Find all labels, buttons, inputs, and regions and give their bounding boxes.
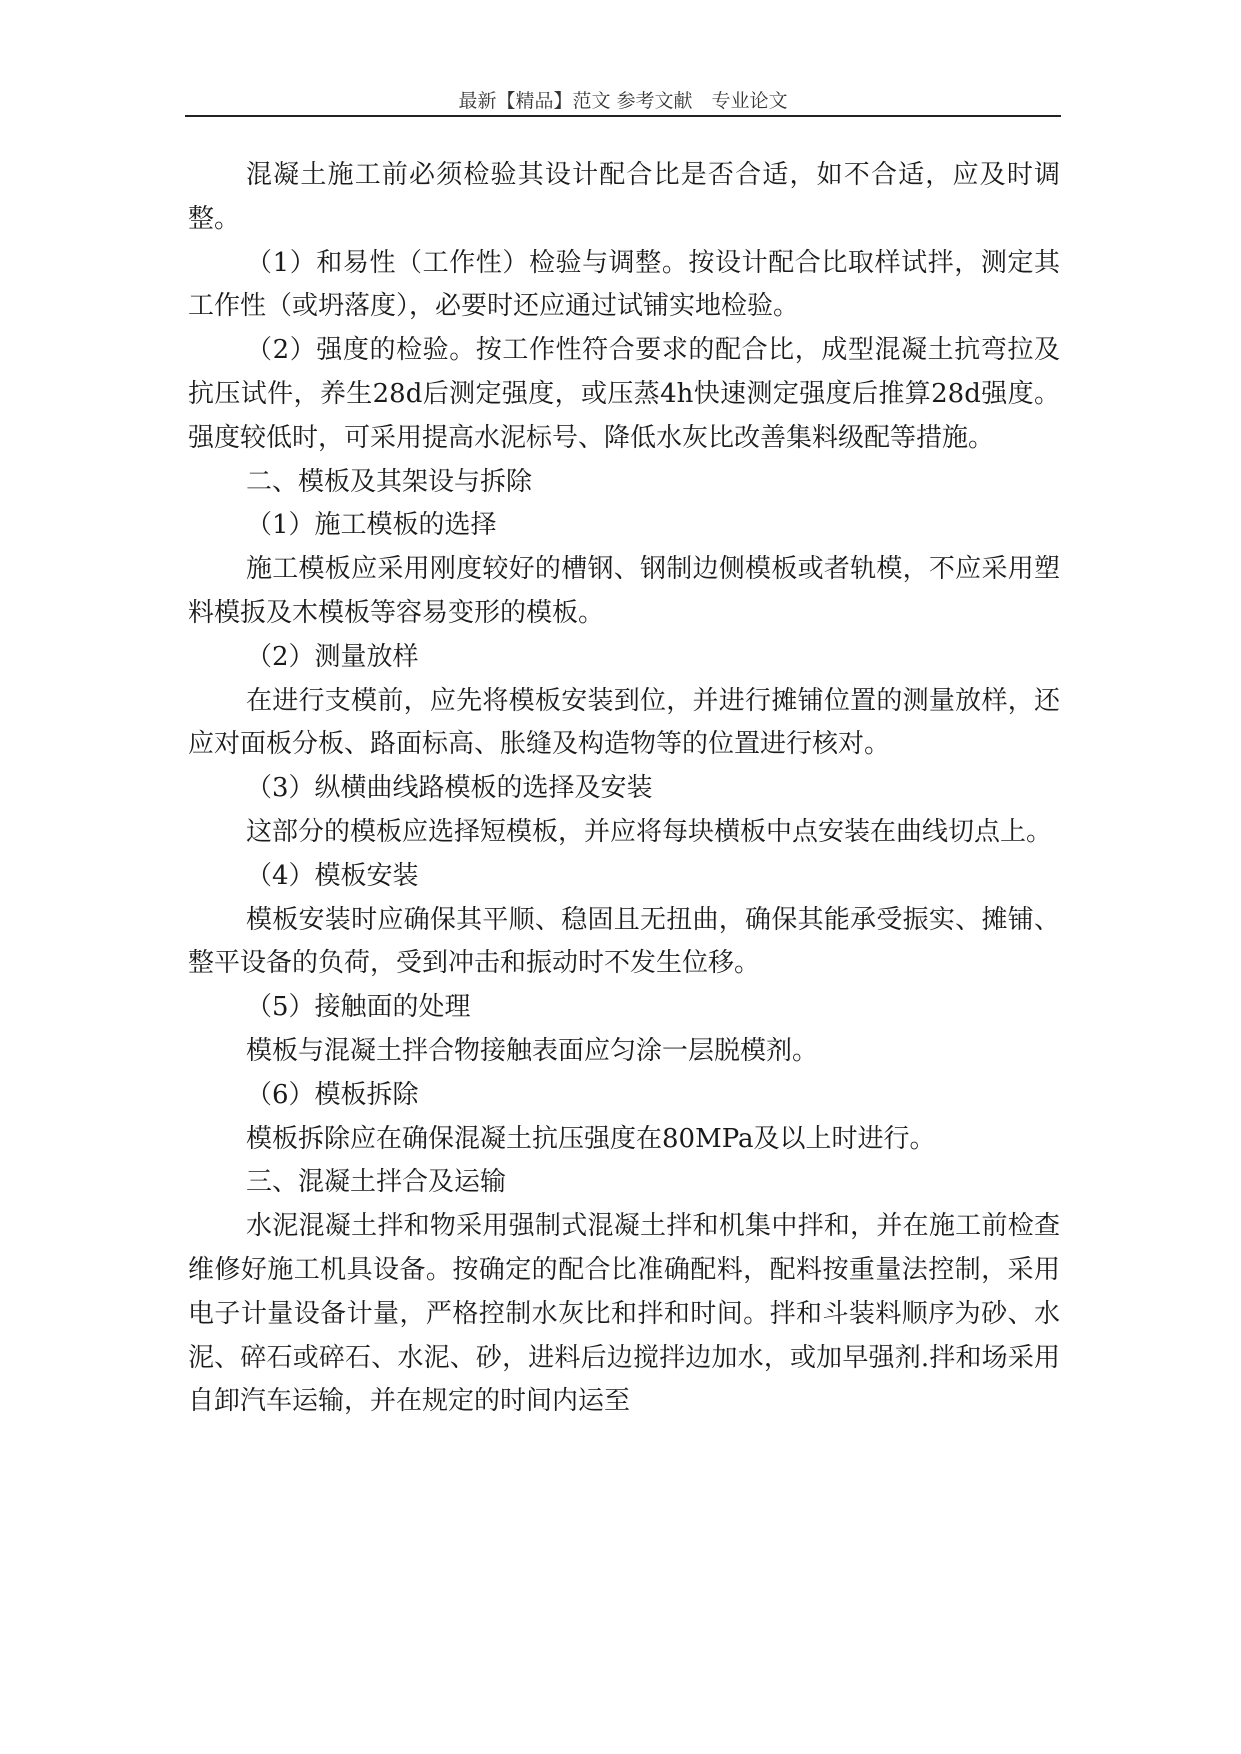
header-divider bbox=[185, 115, 1061, 117]
paragraph: 混凝土施工前必须检验其设计配合比是否合适，如不合适，应及时调整。 bbox=[188, 160, 1060, 234]
paragraph: （2）强度的检验。按工作性符合要求的配合比，成型混凝土抗弯拉及抗压试件，养生28d后测定强度，或压蒸4h快速测定强度后推算28d强度。强度较低时，可采用提高水泥标号、降低水灰比改善集料级配等措施。 bbox=[188, 335, 1060, 453]
paragraph: 水泥混凝土拌和物采用强制式混凝土拌和机集中拌和，并在施工前检查维修好施工机具设备。按确定的配合比准确配料，配料按重量法控制，采用电子计量设备计量，严格控制水灰比和拌和时间。拌和斗装料顺序为砂、水泥、碎石或碎石、水泥、砂，进料后边搅拌边加水，或加早强剂.拌和场采用自卸汽车运输，并在规定的时间内运至 bbox=[188, 1211, 1060, 1417]
section-heading: 三、混凝土拌合及运输 bbox=[246, 1167, 507, 1198]
body-text bbox=[188, 154, 1060, 1424]
subsection-heading: （5）接触面的处理 bbox=[246, 992, 471, 1023]
paragraph: 在进行支模前，应先将模板安装到位，并进行摊铺位置的测量放样，还应对面板分板、路面标高、胀缝及构造物等的位置进行核对。 bbox=[188, 685, 1060, 760]
paragraph: 模板与混凝土拌合物接触表面应匀涂一层脱模剂。 bbox=[246, 1035, 819, 1066]
subsection-heading: （1）施工模板的选择 bbox=[246, 510, 497, 541]
paragraph: 模板安装时应确保其平顺、稳固且无扭曲，确保其能承受振实、摊铺、整平设备的负荷，受到冲击和振动时不发生位移。 bbox=[188, 904, 1060, 979]
paragraph: 模板拆除应在确保混凝土抗压强度在80MPa及以上时进行。 bbox=[246, 1123, 936, 1154]
subsection-heading: （2）测量放样 bbox=[246, 641, 419, 672]
subsection-heading: （6）模板拆除 bbox=[246, 1079, 419, 1110]
paragraph: （1）和易性（工作性）检验与调整。按设计配合比取样试拌，测定其工作性（或坍落度），必要时还应通过试铺实地检验。 bbox=[188, 247, 1060, 322]
paragraph: 这部分的模板应选择短模板，并应将每块横板中点安装在曲线切点上。 bbox=[246, 816, 1053, 847]
subsection-heading: （4）模板安装 bbox=[246, 860, 419, 891]
page-header: 最新【精品】范文 参考文献 专业论文 bbox=[458, 90, 788, 112]
paragraph: 施工模板应采用刚度较好的槽钢、钢制边侧模板或者轨模，不应采用塑料模扳及木模板等容易变形的模板。 bbox=[188, 554, 1060, 628]
section-heading: 二、模板及其架设与拆除 bbox=[246, 466, 533, 497]
subsection-heading: （3）纵横曲线路模板的选择及安装 bbox=[246, 773, 653, 804]
